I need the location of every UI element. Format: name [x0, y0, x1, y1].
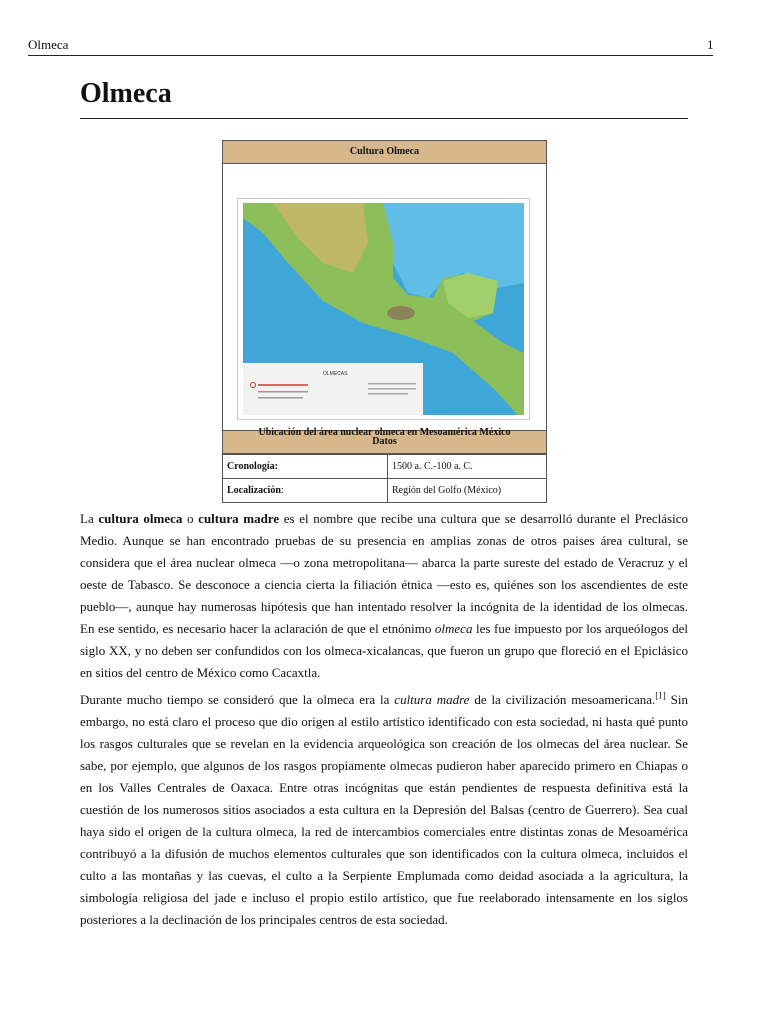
page-title: Olmeca [80, 78, 172, 109]
reference-link[interactable]: [1] [655, 690, 666, 701]
paragraph-1 [80, 508, 688, 684]
title-rule [80, 118, 688, 119]
map-legend-heading: OLMECAS [323, 371, 348, 377]
row-label-wrap [223, 479, 388, 502]
row-label: Cronología: [223, 455, 388, 478]
mesoamerica-map [243, 203, 524, 415]
article-body [80, 508, 688, 931]
map-image-frame [237, 198, 530, 420]
text: La [80, 511, 99, 526]
infobox-title: Cultura Olmeca [223, 141, 546, 164]
bold-term: cultura olmeca [98, 511, 183, 526]
text: Durante mucho tiempo se consideró que la olmeca era la [80, 692, 395, 707]
bold-term: cultura madre [198, 511, 280, 526]
text: de la civilización mesoamericana. [469, 692, 656, 707]
map-caption: Ubicación del área nuclear olmeca en Mesoamérica México [258, 427, 511, 438]
infobox-map-cell [223, 164, 546, 438]
row-label-suffix: : [280, 485, 284, 496]
paragraph-2 [80, 689, 688, 931]
text: Sin embargo, no está claro el proceso que dio origen al estilo artístico identificado con esta sociedad, ni hasta qué punto los rasgos culturales que se revelan en la evidencia arqueológica son creación de los olmecas del área nuclear. Se sabe, por ejemplo, que algunos de los rasgos propiamente olmecas pudieron haber aparecido primero en Chiapas o en los Valles Centrales de Oaxaca. Entre otras incógnitas que están pendientes de respuesta definitiva está la cuestión de los numerosos sitios asociados a esta cultura en la Depresión del Balsas (centro de Guerrero). Sea cual haya sido el origen de la cultura olmeca, la red de intercambios comerciales entre distintas zonas de Mesoamérica contribuyó a la difusión de muchos elementos culturales que son identificados con la cultura olmeca, incluidos el culto a las montañas y las cuevas, el culto a la Serpiente Emplumada como deidad asociada a la agricultura, la simbología religiosa del jade e incluso el propio estilo artístico, que fue reelaborado intensamente en los siglos posteriores a la declinación de los principales centros de esta sociedad. [80, 692, 689, 927]
row-value: Región del Golfo (México) [392, 485, 502, 496]
text: o [182, 511, 199, 526]
row-value: 1500 a. C.-100 a. C. [392, 461, 473, 472]
nuclear-area-marker [387, 306, 415, 320]
italic-term: cultura madre [394, 692, 470, 707]
page-number: 1 [707, 37, 714, 52]
running-header-title: Olmeca [28, 37, 69, 52]
text: les fue impuesto por los arqueólogos del siglo XX, y no deben ser confundidos con los olmeca-xicalancas, que fueron un grupo que floreció en el Epiclásico en sitios del centro de México como Cacaxtla. [80, 621, 688, 680]
row-label: Localización [227, 485, 281, 496]
infobox-row-localizacion [223, 478, 546, 502]
infobox [222, 140, 547, 503]
header-rule [28, 55, 713, 56]
infobox-section-datos: Datos [223, 431, 546, 454]
italic-term: olmeca [434, 621, 473, 636]
text: es el nombre que recibe una cultura que se desarrolló durante el Preclásico Medio. Aunque se han encontrado pruebas de su presencia en amplias zonas de otros paises área cultural, se considera que el área nuclear olmeca —o zona metropolitana— abarca la parte sureste del estado de Veracruz y el oeste de Tabasco. Se desconoce a ciencia cierta la filiación étnica —esto es, quiénes son los ascendientes de este pueblo—, aunque hay numerosas hipótesis que han intentado resolver la incógnita de la identidad de los olmecas. En ese sentido, es necesario hacer la aclaración de que el etnónimo [80, 511, 688, 636]
infobox-row-cronologia [223, 454, 546, 478]
